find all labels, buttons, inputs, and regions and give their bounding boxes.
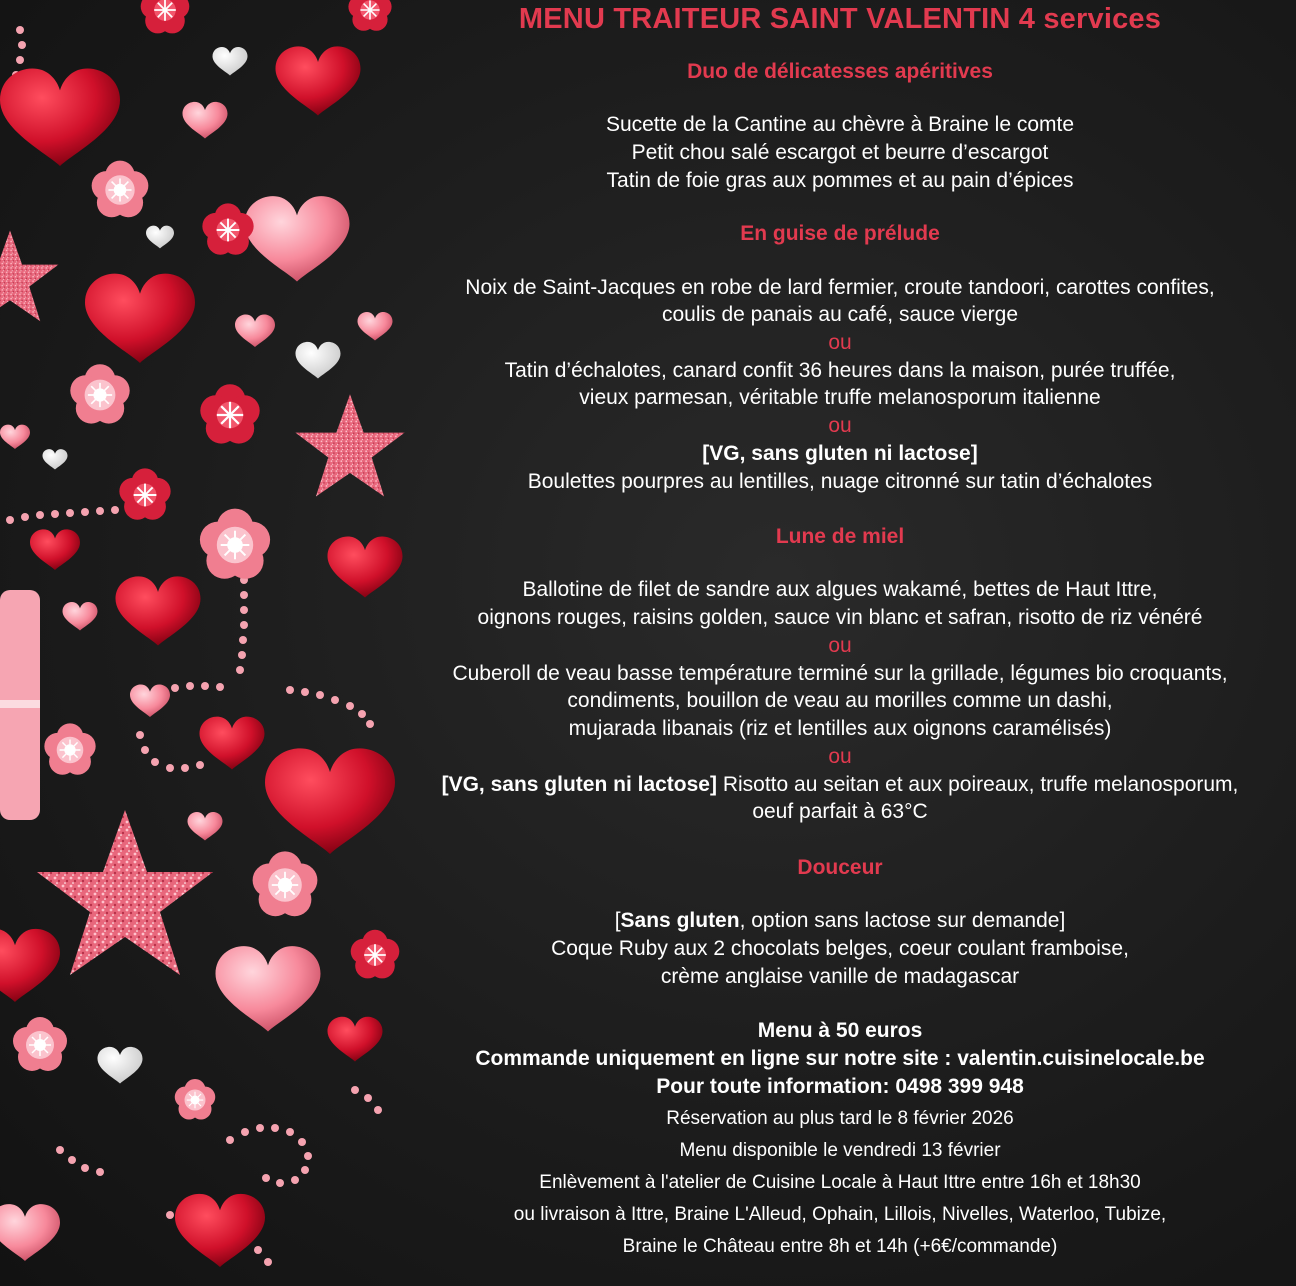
reservation-deadline: Réservation au plus tard le 8 février 2026	[666, 1108, 1014, 1129]
or-separator: ou	[828, 414, 852, 437]
main-option-3: oeuf parfait à 63°C	[752, 800, 928, 823]
main-option-2: condiments, bouillon de veau au morilles comme un dashi,	[567, 689, 1113, 712]
aperitif-item: Tatin de foie gras aux pommes et au pain d’épices	[606, 169, 1074, 192]
menu-price: Menu à 50 euros	[757, 1019, 923, 1042]
prelude-option-2: vieux parmesan, véritable truffe melanosporum italienne	[579, 386, 1101, 409]
delivery-info: Braine le Château entre 8h et 14h (+6€/commande)	[622, 1236, 1058, 1257]
main-option-3	[390, 771, 1290, 799]
prelude-option-1: coulis de panais au café, sauce vierge	[661, 303, 1019, 326]
bracket: [	[614, 909, 621, 932]
main-option-2: Cuberoll de veau basse température terminé sur la grillade, légumes bio croquants,	[452, 662, 1228, 685]
pickup-info: Enlèvement à l'atelier de Cuisine Locale à Haut Ittre entre 16h et 18h30	[539, 1172, 1141, 1193]
main-option-3-text: Risotto au seitan et aux poireaux, truffe melanosporum,	[716, 773, 1239, 796]
section-title-dessert: Douceur	[797, 856, 883, 879]
section-title-aperitif: Duo de délicatesses apéritives	[687, 60, 993, 83]
prelude-option-1: Noix de Saint-Jacques en robe de lard fermier, croute tandoori, carottes confites,	[465, 276, 1215, 299]
dessert-item: crème anglaise vanille de madagascar	[660, 965, 1020, 988]
prelude-option-2: Tatin d’échalotes, canard confit 36 heures dans la maison, purée truffée,	[504, 359, 1176, 382]
main-option-2: mujarada libanais (riz et lentilles aux oignons caramélisés)	[568, 717, 1112, 740]
or-separator: ou	[828, 331, 852, 354]
order-info: Commande uniquement en ligne sur notre site : valentin.cuisinelocale.be	[475, 1047, 1205, 1070]
availability-date: Menu disponible le vendredi 13 février	[679, 1140, 1001, 1161]
gluten-free-label: Sans gluten	[620, 909, 740, 932]
contact-phone: Pour toute information: 0498 399 948	[656, 1075, 1024, 1098]
menu-title: MENU TRAITEUR SAINT VALENTIN 4 services	[518, 3, 1162, 35]
aperitif-item: Sucette de la Cantine au chèvre à Braine le comte	[605, 113, 1075, 136]
main-option-1: oignons rouges, raisins golden, sauce vin blanc et safran, risotto de riz vénéré	[477, 606, 1203, 629]
dessert-diet-note	[390, 907, 1290, 935]
dessert-diet-text: , option sans lactose sur demande]	[739, 909, 1066, 932]
section-title-prelude: En guise de prélude	[740, 222, 940, 245]
section-title-main: Lune de miel	[775, 525, 905, 548]
or-separator: ou	[828, 634, 852, 657]
aperitif-item: Petit chou salé escargot et beurre d’escargot	[631, 141, 1049, 164]
dessert-item: Coque Ruby aux 2 chocolats belges, coeur coulant framboise,	[551, 937, 1129, 960]
vegan-label: [VG, sans gluten ni lactose]	[441, 773, 717, 796]
prelude-option-3: Boulettes pourpres au lentilles, nuage citronné sur tatin d’échalotes	[527, 470, 1153, 493]
main-option-1: Ballotine de filet de sandre aux algues wakamé, bettes de Haut Ittre,	[522, 578, 1158, 601]
vegan-label: [VG, sans gluten ni lactose]	[702, 442, 978, 465]
delivery-info: ou livraison à Ittre, Braine L'Alleud, Ophain, Lillois, Nivelles, Waterloo, Tubize,	[513, 1204, 1167, 1225]
or-separator: ou	[828, 745, 852, 768]
menu-panel	[390, 0, 1290, 1286]
valentine-decoration	[0, 0, 410, 1286]
